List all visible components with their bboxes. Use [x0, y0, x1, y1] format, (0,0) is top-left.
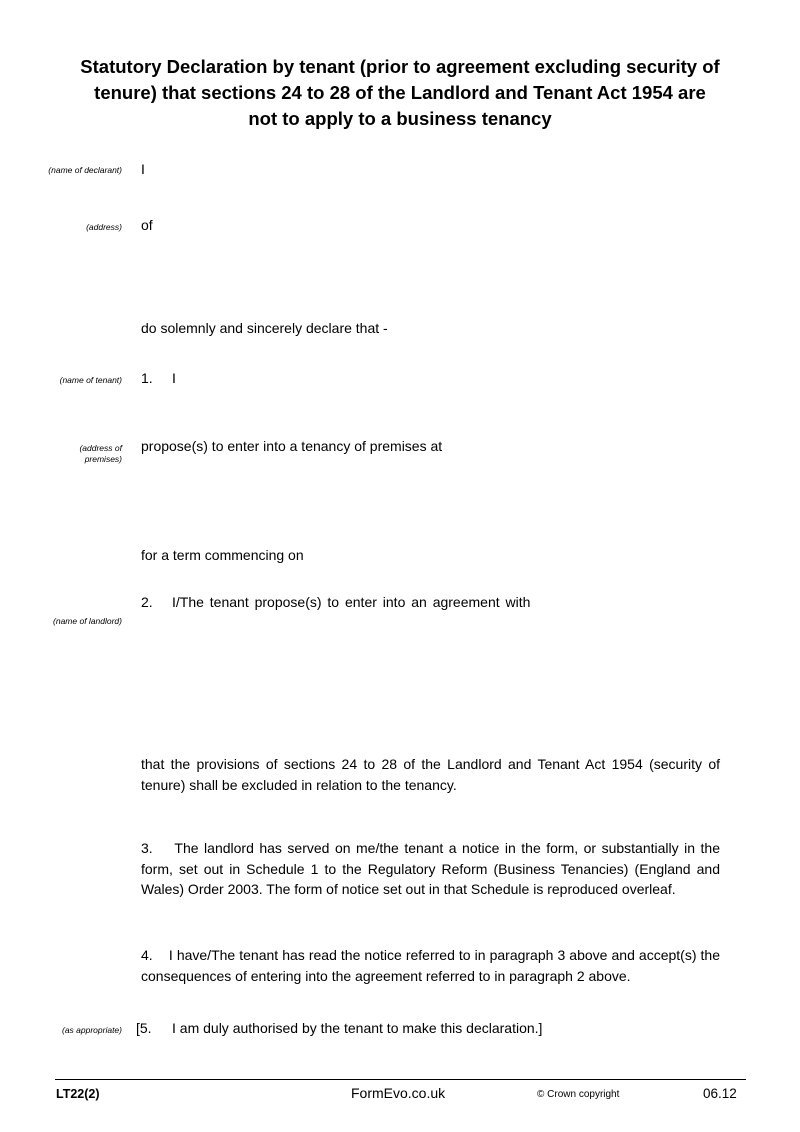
- margin-note-address-of-premises-2: premises): [84, 454, 122, 464]
- paragraph-1-premises: propose(s) to enter into a tenancy of premises at: [141, 438, 443, 454]
- paragraph-5-number: [5.: [136, 1020, 152, 1036]
- margin-note-address-of-premises-1: (address of: [79, 443, 122, 453]
- margin-note-address: (address): [86, 222, 122, 232]
- paragraph-2-number: 2.: [141, 594, 153, 610]
- paragraph-5-text: I am duly authorised by the tenant to make this declaration.]: [172, 1020, 543, 1036]
- paragraph-2-continuation: that the provisions of sections 24 to 28 of the Landlord and Tenant Act 1954 (security of tenure) shall be excluded in relation to the tenancy.: [141, 756, 720, 793]
- paragraph-1-number: 1.: [141, 370, 153, 386]
- paragraph-1-pronoun: I: [172, 370, 176, 386]
- address-of-label: of: [141, 217, 153, 233]
- document-title: Statutory Declaration by tenant (prior to agreement excluding security of tenure) that sections 24 to 28 of the Landlord and Tenant Act 1954 are not to apply to a business tenancy: [80, 56, 720, 129]
- declarant-pronoun: I: [141, 161, 145, 177]
- footer-site: FormEvo.co.uk: [351, 1085, 446, 1101]
- margin-note-as-appropriate: (as appropriate): [61, 1025, 122, 1035]
- paragraph-1-term: for a term commencing on: [141, 547, 304, 563]
- margin-note-name-of-declarant: (name of declarant): [48, 165, 122, 175]
- footer-version: 06.12: [703, 1086, 737, 1101]
- paragraph-2-text: I/The tenant propose(s) to enter into an agreement with: [172, 594, 531, 610]
- footer-copyright: © Crown copyright: [537, 1089, 620, 1100]
- footer-form-code: LT22(2): [56, 1087, 100, 1101]
- margin-note-name-of-landlord: (name of landlord): [53, 616, 122, 626]
- paragraph-3: 3. The landlord has served on me/the tenant a notice in the form, or substantially in the form, set out in Schedule 1 to the Regulatory Reform (Business Tenancies) (England and Wales) Order 2003. The form of notice set out in that Schedule is reproduced overleaf.: [141, 840, 724, 897]
- footer-divider: [55, 1079, 746, 1080]
- margin-note-name-of-tenant: (name of tenant): [59, 375, 122, 385]
- declaration-intro: do solemnly and sincerely declare that -: [141, 320, 388, 336]
- paragraph-4: 4. I have/The tenant has read the notice referred to in paragraph 3 above and accept(s) the consequences of entering into the agreement referred to in paragraph 2 above.: [141, 947, 724, 984]
